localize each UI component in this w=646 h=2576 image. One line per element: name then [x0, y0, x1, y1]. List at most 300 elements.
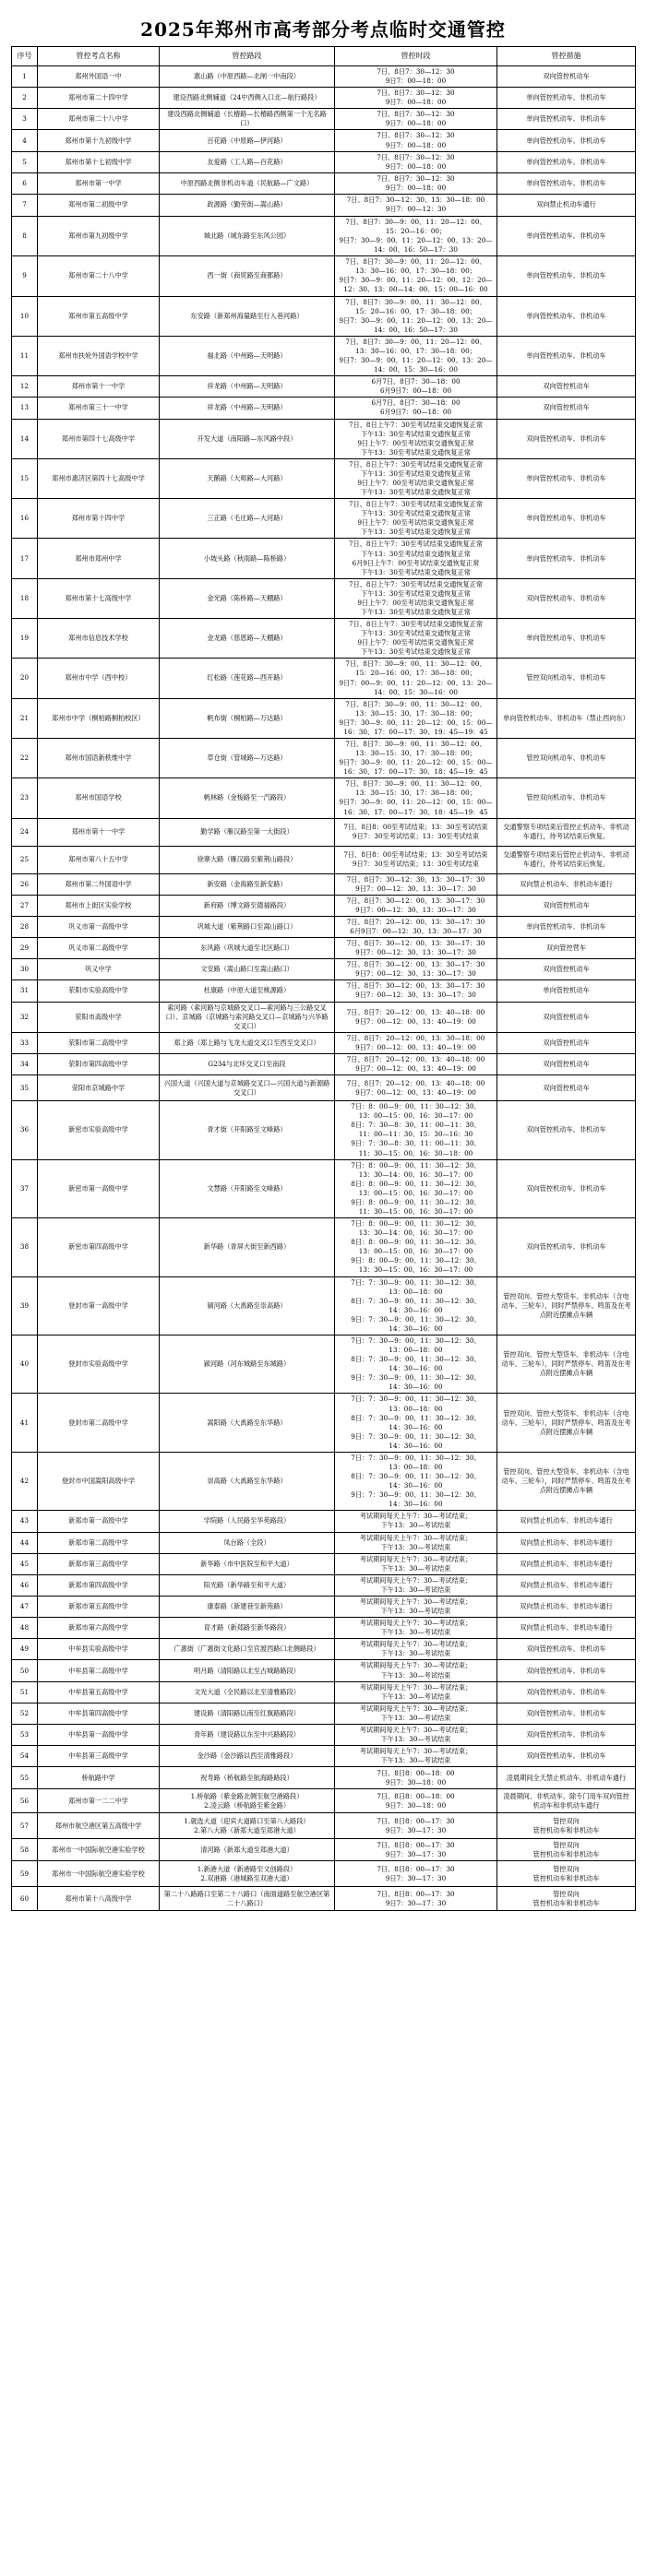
cell-road: 金光路（陈桥路—天棚路） [160, 578, 335, 618]
cell-road: 建设西路北侧辅道（长椿路—长椿路西侧第一个无名路口） [160, 109, 335, 130]
cell-time: 7日、8日7：20—12：00、13：30—18：00 9日7：00—12：00、13：40—19：00 [335, 1032, 497, 1053]
table-row [12, 938, 636, 959]
table-row [12, 1597, 636, 1618]
cell-measure: 单向管控机动车、非机动车 [497, 539, 636, 578]
cell-time: 7日、8日7：20—12：00、13：30—17：30 6月9日7：00—12：30、13：30—17：30 [335, 916, 497, 937]
cell-measure: 管控双向、管控大型货车、非机动车（含电动车、三轮车），同时严禁停车、鸣笛及在考点附近摆摊点车辆 [497, 1335, 636, 1393]
cell-time: 7日、8日7：30—12：30 9日7：00—18：00 [335, 172, 497, 194]
cell-exam-site: 郑州市上街区实验学校 [38, 895, 160, 916]
cell-no: 30 [12, 959, 38, 980]
cell-measure: 管控双向 管控机动车和非机动车 [497, 1839, 636, 1861]
cell-no: 44 [12, 1532, 38, 1553]
cell-exam-site: 中牟县第二高级中学 [38, 1660, 160, 1681]
cell-time: 7日、8日上午7：30至考试结束交通恢复正常 下午13：30至考试结束交通恢复正常 6月9日上午7：00至考试结束交通恢复正常 下午13：30至考试结束交通恢复正常 [335, 539, 497, 578]
cell-exam-site: 郑州市第十一中学 [38, 376, 160, 398]
cell-measure: 单向管控机动车、非机动车 [497, 151, 636, 172]
cell-road: 文光大道（全民路以北至清雅路段） [160, 1681, 335, 1703]
cell-exam-site: 郑州市第十一中学 [38, 818, 160, 846]
table-row [12, 698, 636, 738]
cell-time: 7日、8日7：30—9：00、11：30—12：00、 15：20—16：00、17：30—18：00； 9日7：00—9：00、11：20—12：00、13：20— 14：00、15：30—16：00 [335, 659, 497, 698]
cell-time: 7日、8日7：30—9：00、11：20—12：00、 15：20—16：00； 9日7：30—9：00、11：20—12：00、13：20— 14：00、16：50—17：30 [335, 216, 497, 255]
cell-measure: 双向禁止机动车、非机动车通行 [497, 1553, 636, 1574]
cell-time: 考试期间每天上午7：30—考试结束； 下午13：30—考试结束 [335, 1574, 497, 1596]
cell-time: 7日、8日7：30—9：00、11：30—12：00、 13：30—15：30、17：30—18：00； 9日7：30—9：00、11：20—12：00、15：00— 16：30、17：00—17：30、18：45—19：45 [335, 739, 497, 778]
cell-measure: 管控双向 管控机动车和非机动车 [497, 1813, 636, 1839]
table-row [12, 959, 636, 980]
cell-time: 考试期间每天上午7：30—考试结束； 下午13：30—考试结束 [335, 1597, 497, 1618]
cell-no: 19 [12, 619, 38, 659]
table-row [12, 109, 636, 130]
cell-exam-site: 郑州市国语学校 [38, 778, 160, 818]
cell-no: 29 [12, 938, 38, 959]
cell-no: 20 [12, 659, 38, 698]
cell-measure: 双向管控机动车 [497, 1053, 636, 1074]
cell-exam-site: 郑州市第二初级中学 [38, 194, 160, 216]
cell-exam-site: 巩义市第一高级中学 [38, 916, 160, 937]
cell-time: 7日、8日7：30—9：00、11：30—12：00、 13：30—15：30、17：30—18：00； 9日7：30—9：00、11：20—12：00、15：00— 16：30、17：00—17：30、18：45—19：45 [335, 778, 497, 818]
cell-no: 12 [12, 376, 38, 398]
cell-time: 7日：7：30—9：00、11：30—12：30、 13：00—18：00 8日：7：30—9：00、11：30—12：30、 14：30—16：00 9日：7：30—9：00、11：30—12：30、 14：30—16：00 [335, 1335, 497, 1393]
cell-no: 45 [12, 1553, 38, 1574]
cell-no: 27 [12, 895, 38, 916]
cell-time: 7日、8日7：20—12：00、13：40—18：00 9日7：00—12：00、13：40—19：00 [335, 1002, 497, 1032]
cell-exam-site: 新郑市第六高级中学 [38, 1618, 160, 1639]
cell-exam-site: 中牟县第四高级中学 [38, 1703, 160, 1724]
table-row [12, 539, 636, 578]
table-row [12, 1767, 636, 1789]
cell-measure: 双向管控机动车 [497, 66, 636, 88]
cell-road: 祥龙路（中州路—天明路） [160, 376, 335, 398]
cell-road: 祝寿路（桥航路至航海路路段） [160, 1767, 335, 1789]
cell-measure: 交通警察专项结束后管控止机动车、非机动车通行，待考试结束后恢复。 [497, 846, 636, 873]
cell-measure: 管控双向、管控大型货车、非机动车（含电动车、三轮车），同时严禁停车、鸣笛及在考点附近摆摊点车辆 [497, 1276, 636, 1335]
cell-no: 10 [12, 296, 38, 336]
table-row [12, 194, 636, 216]
cell-exam-site: 郑州市第二十八中学 [38, 256, 160, 296]
cell-road: 天鹅路（大师路—大河路） [160, 458, 335, 498]
cell-road: 金龙路（慈恩路—天棚路） [160, 619, 335, 659]
cell-no: 37 [12, 1159, 38, 1217]
cell-measure: 双向禁止机动车、非机动车通行 [497, 1597, 636, 1618]
cell-measure: 单向管控机动车、非机动车 [497, 296, 636, 336]
cell-no: 28 [12, 916, 38, 937]
table-row [12, 256, 636, 296]
cell-road: 新华路（青屏大街至新西路） [160, 1218, 335, 1276]
cell-road: 清河路（新郑大道至郑港大道） [160, 1839, 335, 1861]
cell-exam-site: 中牟县实验高级中学 [38, 1639, 160, 1660]
cell-no: 57 [12, 1813, 38, 1839]
cell-exam-site: 桥航路中学 [38, 1767, 160, 1789]
cell-road: 明月路（清阳路以北至古城路路段） [160, 1660, 335, 1681]
cell-exam-site: 荥阳市京城路中学 [38, 1075, 160, 1101]
cell-exam-site: 郑州外国语一中 [38, 66, 160, 88]
cell-measure: 双向管控机动车、非机动车 [497, 1703, 636, 1724]
cell-road: 康泰路（新建巷至新苑路） [160, 1597, 335, 1618]
cell-measure: 双向管控机动车、非机动车 [497, 419, 636, 458]
cell-exam-site: 登封市实验高级中学 [38, 1335, 160, 1393]
cell-measure: 双向管控机动车、非机动车 [497, 1746, 636, 1767]
cell-measure: 双向管控机动车、非机动车 [497, 1724, 636, 1745]
cell-road: 青才街（开阳路至文峰路） [160, 1101, 335, 1159]
cell-no: 34 [12, 1053, 38, 1074]
table-row [12, 1452, 636, 1510]
cell-road: 建设西路北侧辅道（24中西侧入口北—航行路段） [160, 88, 335, 109]
cell-road: 崇高路（大禹路至东华路） [160, 1452, 335, 1510]
cell-exam-site: 新密市第四高级中学 [38, 1218, 160, 1276]
table-row [12, 336, 636, 375]
cell-road: G234与北环交叉口至南段 [160, 1053, 335, 1074]
cell-time: 7日、8日上午7：30至考试结束交通恢复正常 下午13：30至考试结束交通恢复正常 9日上午7：00至考试结束交通恢复正常 下午13：30至考试结束交通恢复正常 [335, 619, 497, 659]
cell-exam-site: 郑州市第十七初级中学 [38, 151, 160, 172]
table-row [12, 458, 636, 498]
cell-no: 36 [12, 1101, 38, 1159]
cell-measure: 单向管控机动车、非机动车 [497, 109, 636, 130]
cell-measure: 单向管控机动车、非机动车 [497, 916, 636, 937]
cell-road: 帆林路（金梭路至一汽路段） [160, 778, 335, 818]
cell-no: 1 [12, 66, 38, 88]
table-row [12, 172, 636, 194]
cell-road: 育才路（新郑路至新华路段） [160, 1618, 335, 1639]
cell-time: 7日、8日7：30—12：30 9日7：00—18：00 [335, 151, 497, 172]
cell-road: 建设路（清阳路以南至红旗路路段） [160, 1703, 335, 1724]
table-row [12, 88, 636, 109]
table-row [12, 1276, 636, 1335]
cell-measure: 管控双向机动车、非机动车 [497, 659, 636, 698]
cell-exam-site: 新郑市第二高级中学 [38, 1532, 160, 1553]
cell-time: 考试期间每天上午7：30—考试结束； 下午13：30—考试结束 [335, 1639, 497, 1660]
cell-time: 7日、8日7：30—12：30 9日7：00—18：00 [335, 109, 497, 130]
cell-road: 勤学路（雁汉路至第一大街段） [160, 818, 335, 846]
cell-no: 50 [12, 1660, 38, 1681]
table-row [12, 619, 636, 659]
cell-measure: 单向管控机动车、非机动车 [497, 619, 636, 659]
cell-road: 红松路（莲花路—西开路） [160, 659, 335, 698]
table-row [12, 739, 636, 778]
cell-time: 7日、8日7：20—12：00、13：40—18：00 9日7：00—12：00、13：40—19：00 [335, 1053, 497, 1074]
cell-no: 5 [12, 151, 38, 172]
cell-time: 7日、8日7：30—9：00、11：20—12：00、 13：30—16：00、17：30—18：00； 9日7：30—9：00、11：20—12：00、12：20— 12：30、13：00—14：00、15：00—16：00 [335, 256, 497, 296]
cell-road: 颍河路（河东城路至东城路） [160, 1335, 335, 1393]
header-no: 序号 [12, 47, 38, 66]
cell-no: 55 [12, 1767, 38, 1789]
cell-measure: 单向管控机动车、非机动车（禁止西向东） [497, 698, 636, 738]
cell-no: 22 [12, 739, 38, 778]
cell-measure: 单向管控机动车 [497, 980, 636, 1002]
cell-measure: 管控双向 管控机动车和非机动车 [497, 1861, 636, 1887]
cell-time: 7日、8日7：30—12：30、13：30—18：00 9日7：00—12：30 [335, 194, 497, 216]
cell-no: 31 [12, 980, 38, 1002]
cell-no: 8 [12, 216, 38, 255]
cell-exam-site: 中牟县第一高级中学 [38, 1724, 160, 1745]
cell-no: 38 [12, 1218, 38, 1276]
cell-exam-site: 新密市第一高级中学 [38, 1159, 160, 1217]
cell-time: 考试期间每天上午7：30—考试结束； 下午13：30—考试结束 [335, 1553, 497, 1574]
cell-exam-site: 郑州市第五高级中学 [38, 296, 160, 336]
cell-measure: 双向禁止机动车、非机动车通行 [497, 1618, 636, 1639]
cell-time: 7日、8日7：30—12：30 9日7：00—18：00 [335, 130, 497, 151]
cell-road: 金沙路（金沙路以西至清雅路段） [160, 1746, 335, 1767]
cell-time: 考试期间每天上午7：30—考试结束； 下午13：30—考试结束 [335, 1724, 497, 1745]
table-row [12, 1681, 636, 1703]
cell-road: 帆布街（桐柏路—万达路） [160, 698, 335, 738]
cell-road: 东安路（新郑州海量路至行入巷河路） [160, 296, 335, 336]
cell-measure: 单向管控机动车、非机动车 [497, 336, 636, 375]
cell-no: 14 [12, 419, 38, 458]
cell-road: 徐寨大路（雁汉路至紫荆山路段） [160, 846, 335, 873]
table-row [12, 66, 636, 88]
cell-exam-site: 郑州市中学（西中校） [38, 659, 160, 698]
cell-road: 兴国大道（兴国大道与京城路交叉口—兴国大道与新源路交叉口） [160, 1075, 335, 1101]
cell-measure: 双向管控机动车 [497, 1075, 636, 1101]
cell-exam-site: 郑州市第三十一中学 [38, 398, 160, 419]
cell-road: 新府路（博文路至德福路段） [160, 895, 335, 916]
table-row [12, 846, 636, 873]
cell-no: 43 [12, 1511, 38, 1532]
table-row [12, 376, 636, 398]
cell-time: 7日、8日8：00至考试结束；13：30至考试结束 9日7：30至考试结束；13：30至考试结束 [335, 818, 497, 846]
cell-exam-site: 郑州市第一中学 [38, 172, 160, 194]
cell-time: 7日、8日7：30—9：00、11：30—12：00、 13：30—15：30、17：30—18：00； 9日7：30—9：00、11：20—12：00、15：00— 16：30、17：00—17：30、19：45—19：45 [335, 698, 497, 738]
cell-road: 索河路（索河路与京城路交叉口—索河路与三公路交叉口）、京城路（京城路与索河路交叉口—京城路与兴华路交叉口） [160, 1002, 335, 1032]
cell-road: 百花路（中原路—伊河路） [160, 130, 335, 151]
cell-exam-site: 荥阳市第四高级中学 [38, 1053, 160, 1074]
cell-time: 7日、8日7：20—12：00、13：40—18：00 9日7：00—12：00、13：40—19：00 [335, 1075, 497, 1101]
cell-no: 48 [12, 1618, 38, 1639]
cell-exam-site: 登封市中国嵩阳高级中学 [38, 1452, 160, 1510]
cell-time: 考试期间每天上午7：30—考试结束； 下午13：30—考试结束 [335, 1746, 497, 1767]
cell-road: 政源路（勤劳街—嵩山路） [160, 194, 335, 216]
cell-time: 7日、8日8：00—17：30 9日7：30—17：30 [335, 1839, 497, 1861]
cell-no: 59 [12, 1861, 38, 1887]
cell-road: 开发大道（南阳路—东风路中段） [160, 419, 335, 458]
cell-no: 23 [12, 778, 38, 818]
cell-road: 嵩阳路（大禹路至东华路） [160, 1394, 335, 1452]
table-row [12, 1159, 636, 1217]
cell-measure: 双向禁止机动车、非机动车通行 [497, 873, 636, 895]
cell-time: 7日：7：30—9：00、11：30—12：30、 13：00—18：00 8日：7：30—9：00、11：30—12：30、 14：30—16：00 9日：7：30—9：00、11：30—12：30、 14：30—16：00 [335, 1394, 497, 1452]
cell-no: 53 [12, 1724, 38, 1745]
header-time: 管控时段 [335, 47, 497, 66]
table-row [12, 1574, 636, 1596]
cell-road: 广惠街（广惠街文化路口至官渡西路口北侧路段） [160, 1639, 335, 1660]
cell-no: 15 [12, 458, 38, 498]
table-row [12, 1839, 636, 1861]
cell-road: 杜康路（中原大道至桃源路） [160, 980, 335, 1002]
cell-exam-site: 郑州市第八十五中学 [38, 846, 160, 873]
table-row [12, 1861, 636, 1887]
cell-exam-site: 中牟县第五高级中学 [38, 1681, 160, 1703]
table-row [12, 1789, 636, 1813]
table-row [12, 873, 636, 895]
cell-exam-site: 新密市实验高级中学 [38, 1101, 160, 1159]
cell-time: 考试期间每天上午7：30—考试结束； 下午13：30—考试结束 [335, 1703, 497, 1724]
cell-measure: 管控双向、管控大型货车、非机动车（含电动车、三轮车），同时严禁停车、鸣笛及在考点附近摆摊点车辆 [497, 1394, 636, 1452]
cell-road: 1.新港大道（新港路至文创路段） 2.双港路（港城路至双港大道） [160, 1861, 335, 1887]
cell-exam-site: 登封市第一高级中学 [38, 1276, 160, 1335]
cell-road: 颍河路（大禹路至崇高路） [160, 1276, 335, 1335]
cell-time: 7日、8日7：30—12：00、13：30—17：30 9日7：00—12：30、13：30—17：30 [335, 959, 497, 980]
cell-road: 郑上路（郑上路与飞龙大道交叉口至西至交叉口） [160, 1032, 335, 1053]
cell-exam-site: 新郑市第一高级中学 [38, 1511, 160, 1532]
cell-exam-site: 新郑市第四高级中学 [38, 1574, 160, 1596]
cell-time: 7日：7：30—9：00、11：30—12：30、 13：00—18：00 8日：7：30—9：00、11：30—12：30、 14：30—16：00 9日：7：30—9：00、11：30—12：30、 14：30—16：00 [335, 1452, 497, 1510]
table-row [12, 1218, 636, 1276]
cell-no: 56 [12, 1789, 38, 1813]
cell-measure: 双向管控机动车 [497, 895, 636, 916]
cell-measure: 交通警察专项结束后管控止机动车、非机动车通行，待考试结束后恢复。 [497, 818, 636, 846]
table-row [12, 1032, 636, 1053]
cell-exam-site: 郑州市第十八高级中学 [38, 1887, 160, 1911]
cell-no: 47 [12, 1597, 38, 1618]
table-row [12, 419, 636, 458]
cell-measure: 单向管控机动车、非机动车 [497, 216, 636, 255]
table-row [12, 398, 636, 419]
cell-no: 60 [12, 1887, 38, 1911]
table-row [12, 1101, 636, 1159]
cell-no: 35 [12, 1075, 38, 1101]
cell-exam-site: 荥阳市实验高级中学 [38, 980, 160, 1002]
cell-measure: 双向管控机动车、非机动车 [497, 578, 636, 618]
cell-exam-site: 郑州市航空港区第五高级中学 [38, 1813, 160, 1839]
cell-no: 7 [12, 194, 38, 216]
cell-time: 7日：8：00—9：00、11：30—12：30、 13：30—14：00、16：30—17：00 8日：8：00—9：00、11：30—12：30、 13：00—15：00、16：30—17：00 9日：8：00—9：00、11：30—12：30、 11：30—15：00、16：30—17：00 [335, 1159, 497, 1217]
cell-time: 考试期间每天上午7：30—考试结束； 下午13：30—考试结束 [335, 1660, 497, 1681]
cell-exam-site: 郑州市扶轮外国语学校中学 [38, 336, 160, 375]
table-row [12, 980, 636, 1002]
cell-measure: 双向管控机动车、非机动车 [497, 1681, 636, 1703]
table-row [12, 578, 636, 618]
table-row [12, 659, 636, 698]
cell-time: 7日、8日7：30—9：00、11：30—12：00、 15：20—16：00、17：30—18：00； 9日7：30—9：00、11：20—12：00、13：20— 14：00、16：50—17：30 [335, 296, 497, 336]
cell-time: 7日、8日7：30—9：00、11：20—12：00、 13：30—16：00、17：30—18：00； 9日7：30—9：00、11：20—12：00、13：20— 14：00、15：30—16：00 [335, 336, 497, 375]
cell-road: 福北路（中州路—天明路） [160, 336, 335, 375]
header-measure: 管控措施 [497, 47, 636, 66]
table-row [12, 1724, 636, 1745]
cell-road: 文安路（嵩山路口至嵩山路口） [160, 959, 335, 980]
cell-measure: 单向管控机动车、非机动车 [497, 172, 636, 194]
cell-time: 7日、8日8：00—17：30 9日7：30—17：30 [335, 1887, 497, 1911]
cell-time: 6月7日、8日7：30—18：00 6月9日7：00—18：00 [335, 376, 497, 398]
cell-measure: 双向禁止机动车通行 [497, 194, 636, 216]
cell-exam-site: 郑州市第一二二中学 [38, 1789, 160, 1813]
cell-time: 7日、8日上午7：30至考试结束交通恢复正常 下午13：30至考试结束交通恢复正常 9日上午7：00至考试结束交通恢复正常 下午13：30至考试结束交通恢复正常 [335, 578, 497, 618]
table-row [12, 1075, 636, 1101]
table-row [12, 1532, 636, 1553]
cell-exam-site: 荥阳市第二高级中学 [38, 1032, 160, 1053]
table-row [12, 499, 636, 539]
cell-no: 3 [12, 109, 38, 130]
cell-road: 巩城大道（紫荆路口至嵩山路口） [160, 916, 335, 937]
cell-no: 4 [12, 130, 38, 151]
cell-no: 2 [12, 88, 38, 109]
cell-measure: 双向管控机动车 [497, 398, 636, 419]
cell-exam-site: 郑州市第十四中学 [38, 499, 160, 539]
cell-time: 7日、8日8：00—18：00 9日7：30—18：00 [335, 1767, 497, 1789]
cell-measure: 双向管控机动车、非机动车 [497, 1101, 636, 1159]
cell-road: 文慧路（开阳路至文峰路） [160, 1159, 335, 1217]
cell-exam-site: 郑州市第二十四中学 [38, 88, 160, 109]
cell-time: 7日、8日8：00—17：30 9日7：30—17：30 [335, 1861, 497, 1887]
cell-measure: 双向管控机动车 [497, 376, 636, 398]
cell-no: 33 [12, 1032, 38, 1053]
cell-no: 46 [12, 1574, 38, 1596]
cell-time: 7日、8日8：00—17：30 9日7：30—17：30 [335, 1813, 497, 1839]
cell-exam-site: 郑州市第二外国语中学 [38, 873, 160, 895]
cell-exam-site: 中牟县第三高级中学 [38, 1746, 160, 1767]
cell-road: 青年路（建设路以东至中兴路路段） [160, 1724, 335, 1745]
cell-measure: 管控双向机动车、非机动车 [497, 739, 636, 778]
cell-measure: 双向管控营车 [497, 938, 636, 959]
table-row [12, 216, 636, 255]
table-header-row [12, 47, 636, 66]
cell-measure: 凌晨期间全天禁止机动车、非机动车通行 [497, 1767, 636, 1789]
cell-time: 7日、8日7：30—12：30 9日7：00—18：00 [335, 88, 497, 109]
cell-exam-site: 荥阳市高级中学 [38, 1002, 160, 1032]
cell-no: 24 [12, 818, 38, 846]
cell-time: 7日：8：00—9：00、11：30—12：30、 13：30—14：00、16：30—17：00 8日：8：00—9：00、11：30—12：30、 13：00—15：00、16：30—17：00 9日：8：00—9：00、11：30—12：30、 13：30—15：00、16：30—17：00 [335, 1218, 497, 1276]
cell-road: 城北路（城东路至东风公园） [160, 216, 335, 255]
table-row [12, 1887, 636, 1911]
table-row [12, 1618, 636, 1639]
cell-time: 7日、8日上午7：30至考试结束交通恢复正常 下午13：30至考试结束交通恢复正常 9日上午7：00至考试结束交通恢复正常 下午13：30至考试结束交通恢复正常 [335, 499, 497, 539]
cell-measure: 单向管控机动车、非机动车 [497, 499, 636, 539]
cell-road: 友爱路（工人路—百花路） [160, 151, 335, 172]
cell-no: 13 [12, 398, 38, 419]
cell-no: 16 [12, 499, 38, 539]
cell-time: 7日：8：00—9：00、11：30—12：30、 13：00—15：00、16：30—17：00 8日：7：30—8：30、11：00—11：30、 11：00—11：30、15：30—16：30 9日：7：30—8：30、11：00—11：30、 11：30—15：00、16：30—18：00 [335, 1101, 497, 1159]
table-row [12, 1746, 636, 1767]
cell-no: 51 [12, 1681, 38, 1703]
cell-time: 7日、8日上午7：30至考试结束交通恢复正常 下午13：30至考试结束交通恢复正常 9日上午7：00至考试结束交通恢复正常 下午13：30至考试结束交通恢复正常 [335, 419, 497, 458]
table-row [12, 130, 636, 151]
cell-road: 阳光路（新华路至和平大道） [160, 1574, 335, 1596]
cell-no: 11 [12, 336, 38, 375]
cell-exam-site: 郑州市信息技术学校 [38, 619, 160, 659]
cell-exam-site: 新郑市第五高级中学 [38, 1597, 160, 1618]
cell-no: 39 [12, 1276, 38, 1335]
cell-no: 49 [12, 1639, 38, 1660]
table-row [12, 1813, 636, 1839]
cell-no: 41 [12, 1394, 38, 1452]
cell-road: 草仓街（管城路—万达路） [160, 739, 335, 778]
cell-exam-site: 郑州市第四十七高级中学 [38, 419, 160, 458]
cell-measure: 管控双向、管控大型货车、非机动车（含电动车、三轮车），同时严禁停车、鸣笛及在考点附近摆摊点车辆 [497, 1452, 636, 1510]
cell-road: 小坡头路（秋雨路—陈桥路） [160, 539, 335, 578]
cell-no: 32 [12, 1002, 38, 1032]
cell-time: 7日、8日7：30—12：30 9日7：00—18：00 [335, 66, 497, 88]
cell-exam-site: 登封市第二高级中学 [38, 1394, 160, 1452]
cell-time: 考试期间每天上午7：30—考试结束； 下午13：30—考试结束 [335, 1681, 497, 1703]
cell-road: 惠山路（中原西路—北闸一中南段） [160, 66, 335, 88]
table-row [12, 778, 636, 818]
cell-no: 42 [12, 1452, 38, 1510]
cell-measure: 双向管控机动车、非机动车 [497, 1660, 636, 1681]
cell-time: 7日：7：30—9：00、11：30—12：30、 13：00—18：00 8日：7：30—9：00、11：30—12：30、 14：30—16：00 9日：7：30—9：00、11：30—12：30、 14：30—16：00 [335, 1276, 497, 1335]
cell-road: 学院路（人民路至华苑路段） [160, 1511, 335, 1532]
table-row [12, 151, 636, 172]
table-row [12, 296, 636, 336]
cell-no: 21 [12, 698, 38, 738]
cell-measure: 单向管控机动车、非机动车 [497, 458, 636, 498]
table-row [12, 1703, 636, 1724]
cell-exam-site: 郑州市一中国际航空港实验学校 [38, 1861, 160, 1887]
header-exam-site: 管控考点名称 [38, 47, 160, 66]
cell-measure: 双向管控机动车 [497, 959, 636, 980]
cell-road: 东风路（巩城大道至北区路口） [160, 938, 335, 959]
cell-exam-site: 郑州市第十九初级中学 [38, 130, 160, 151]
table-row [12, 1394, 636, 1452]
cell-measure: 双向管控机动车 [497, 1032, 636, 1053]
